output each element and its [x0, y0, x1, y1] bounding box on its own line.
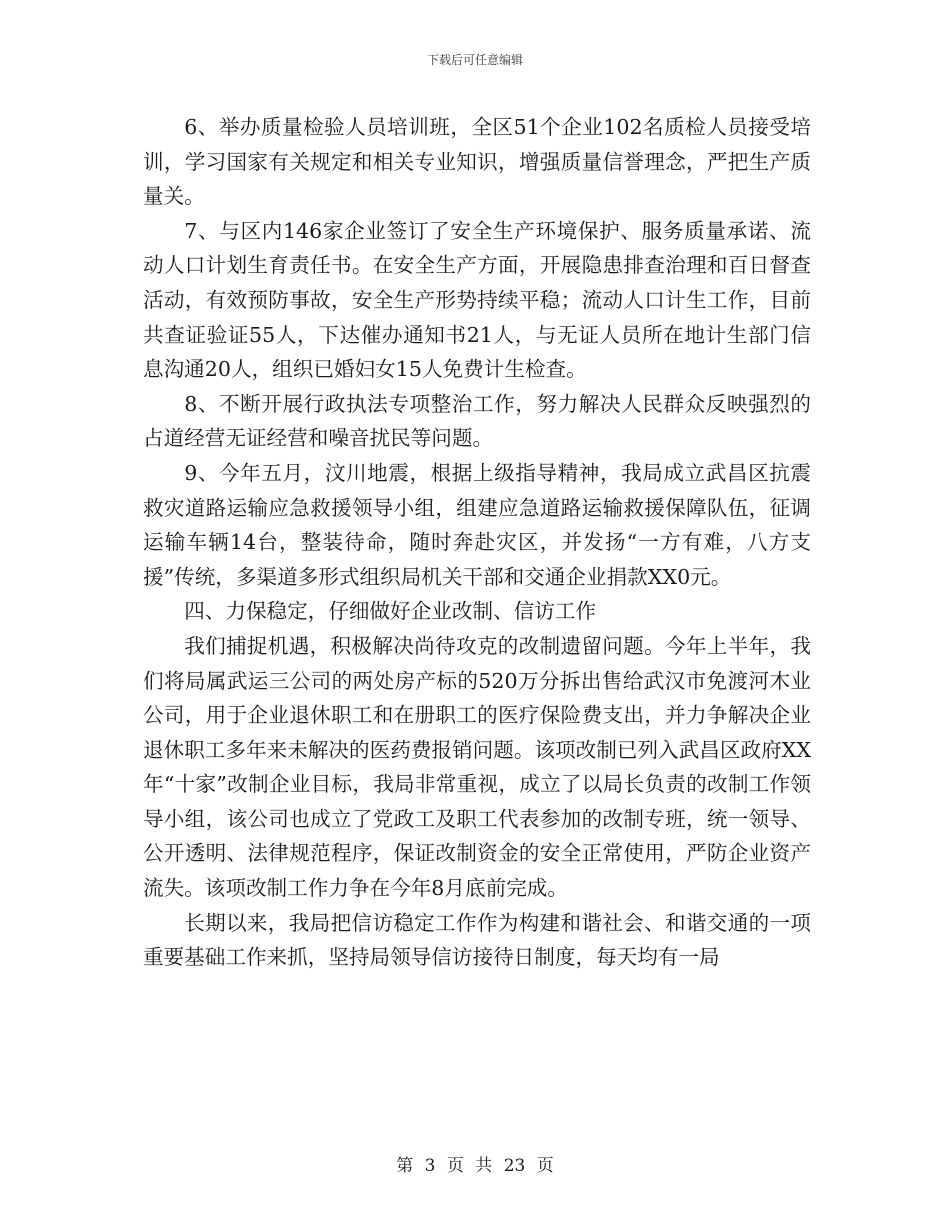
page-footer: 第 3 页 共 23 页 — [396, 1156, 554, 1176]
paragraph-item-8: 8、不断开展行政执法专项整治工作，努力解决人民群众反映强烈的占道经营无证经营和噪音扰民等问题。 — [143, 391, 811, 451]
section-heading: 四、力保稳定，仔细做好企业改制、信访工作 — [184, 599, 597, 624]
page-header: 下载后可任意编辑 — [426, 53, 523, 67]
paragraph-reform: 我们捕捉机遇，积极解决尚待攻克的改制遗留问题。今年上半年，我们将局属武运三公司的两处房产标的520万分拆出售给武汉市免渡河木业公司，用于企业退休职工和在册职工的医疗保险费支出，并力争解决企业退休职工多年来未解决的医药费报销问题。该项改制已列入武昌区政府XX年“十家”改制企业目标，我局非常重视，成立了以局长负责的改制工作领导小组，该公司也成立了党政工及职工代表参加的改制专班，统一领导、公开透明、法律规范程序，保证改制资金的安全正常使用，严防企业资产流失。该项改制工作力争在今年8月底前完成。 — [143, 633, 811, 901]
document-body — [143, 110, 811, 975]
paragraph-item-6: 6、举办质量检验人员培训班，全区51个企业102名质检人员接受培训，学习国家有关规定和相关专业知识，增强质量信誉理念，严把生产质量关。 — [143, 115, 811, 209]
paragraph-petition: 长期以来，我局把信访稳定工作作为构建和谐社会、和谐交通的一项重要基础工作来抓，坚持局领导信访接待日制度，每天均有一局 — [143, 910, 811, 970]
paragraph-item-9: 9、今年五月，汶川地震，根据上级指导精神，我局成立武昌区抗震救灾道路运输应急救援领导小组，组建应急道路运输救援保障队伍，征调运输车辆14台，整装待命，随时奔赴灾区，并发扬“一方有难，八方支援”传统，多渠道多形式组织局机关干部和交通企业捐款XX0元。 — [143, 460, 811, 589]
paragraph-item-7: 7、与区内146家企业签订了安全生产环境保护、服务质量承诺、流动人口计划生育责任书。在安全生产方面，开展隐患排查治理和百日督查活动，有效预防事故，安全生产形势持续平稳；流动人口计生工作，目前共查证验证55人，下达催办通知书21人，与无证人员所在地计生部门信息沟通20人，组织已婚妇女15人免费计生检查。 — [143, 218, 811, 382]
